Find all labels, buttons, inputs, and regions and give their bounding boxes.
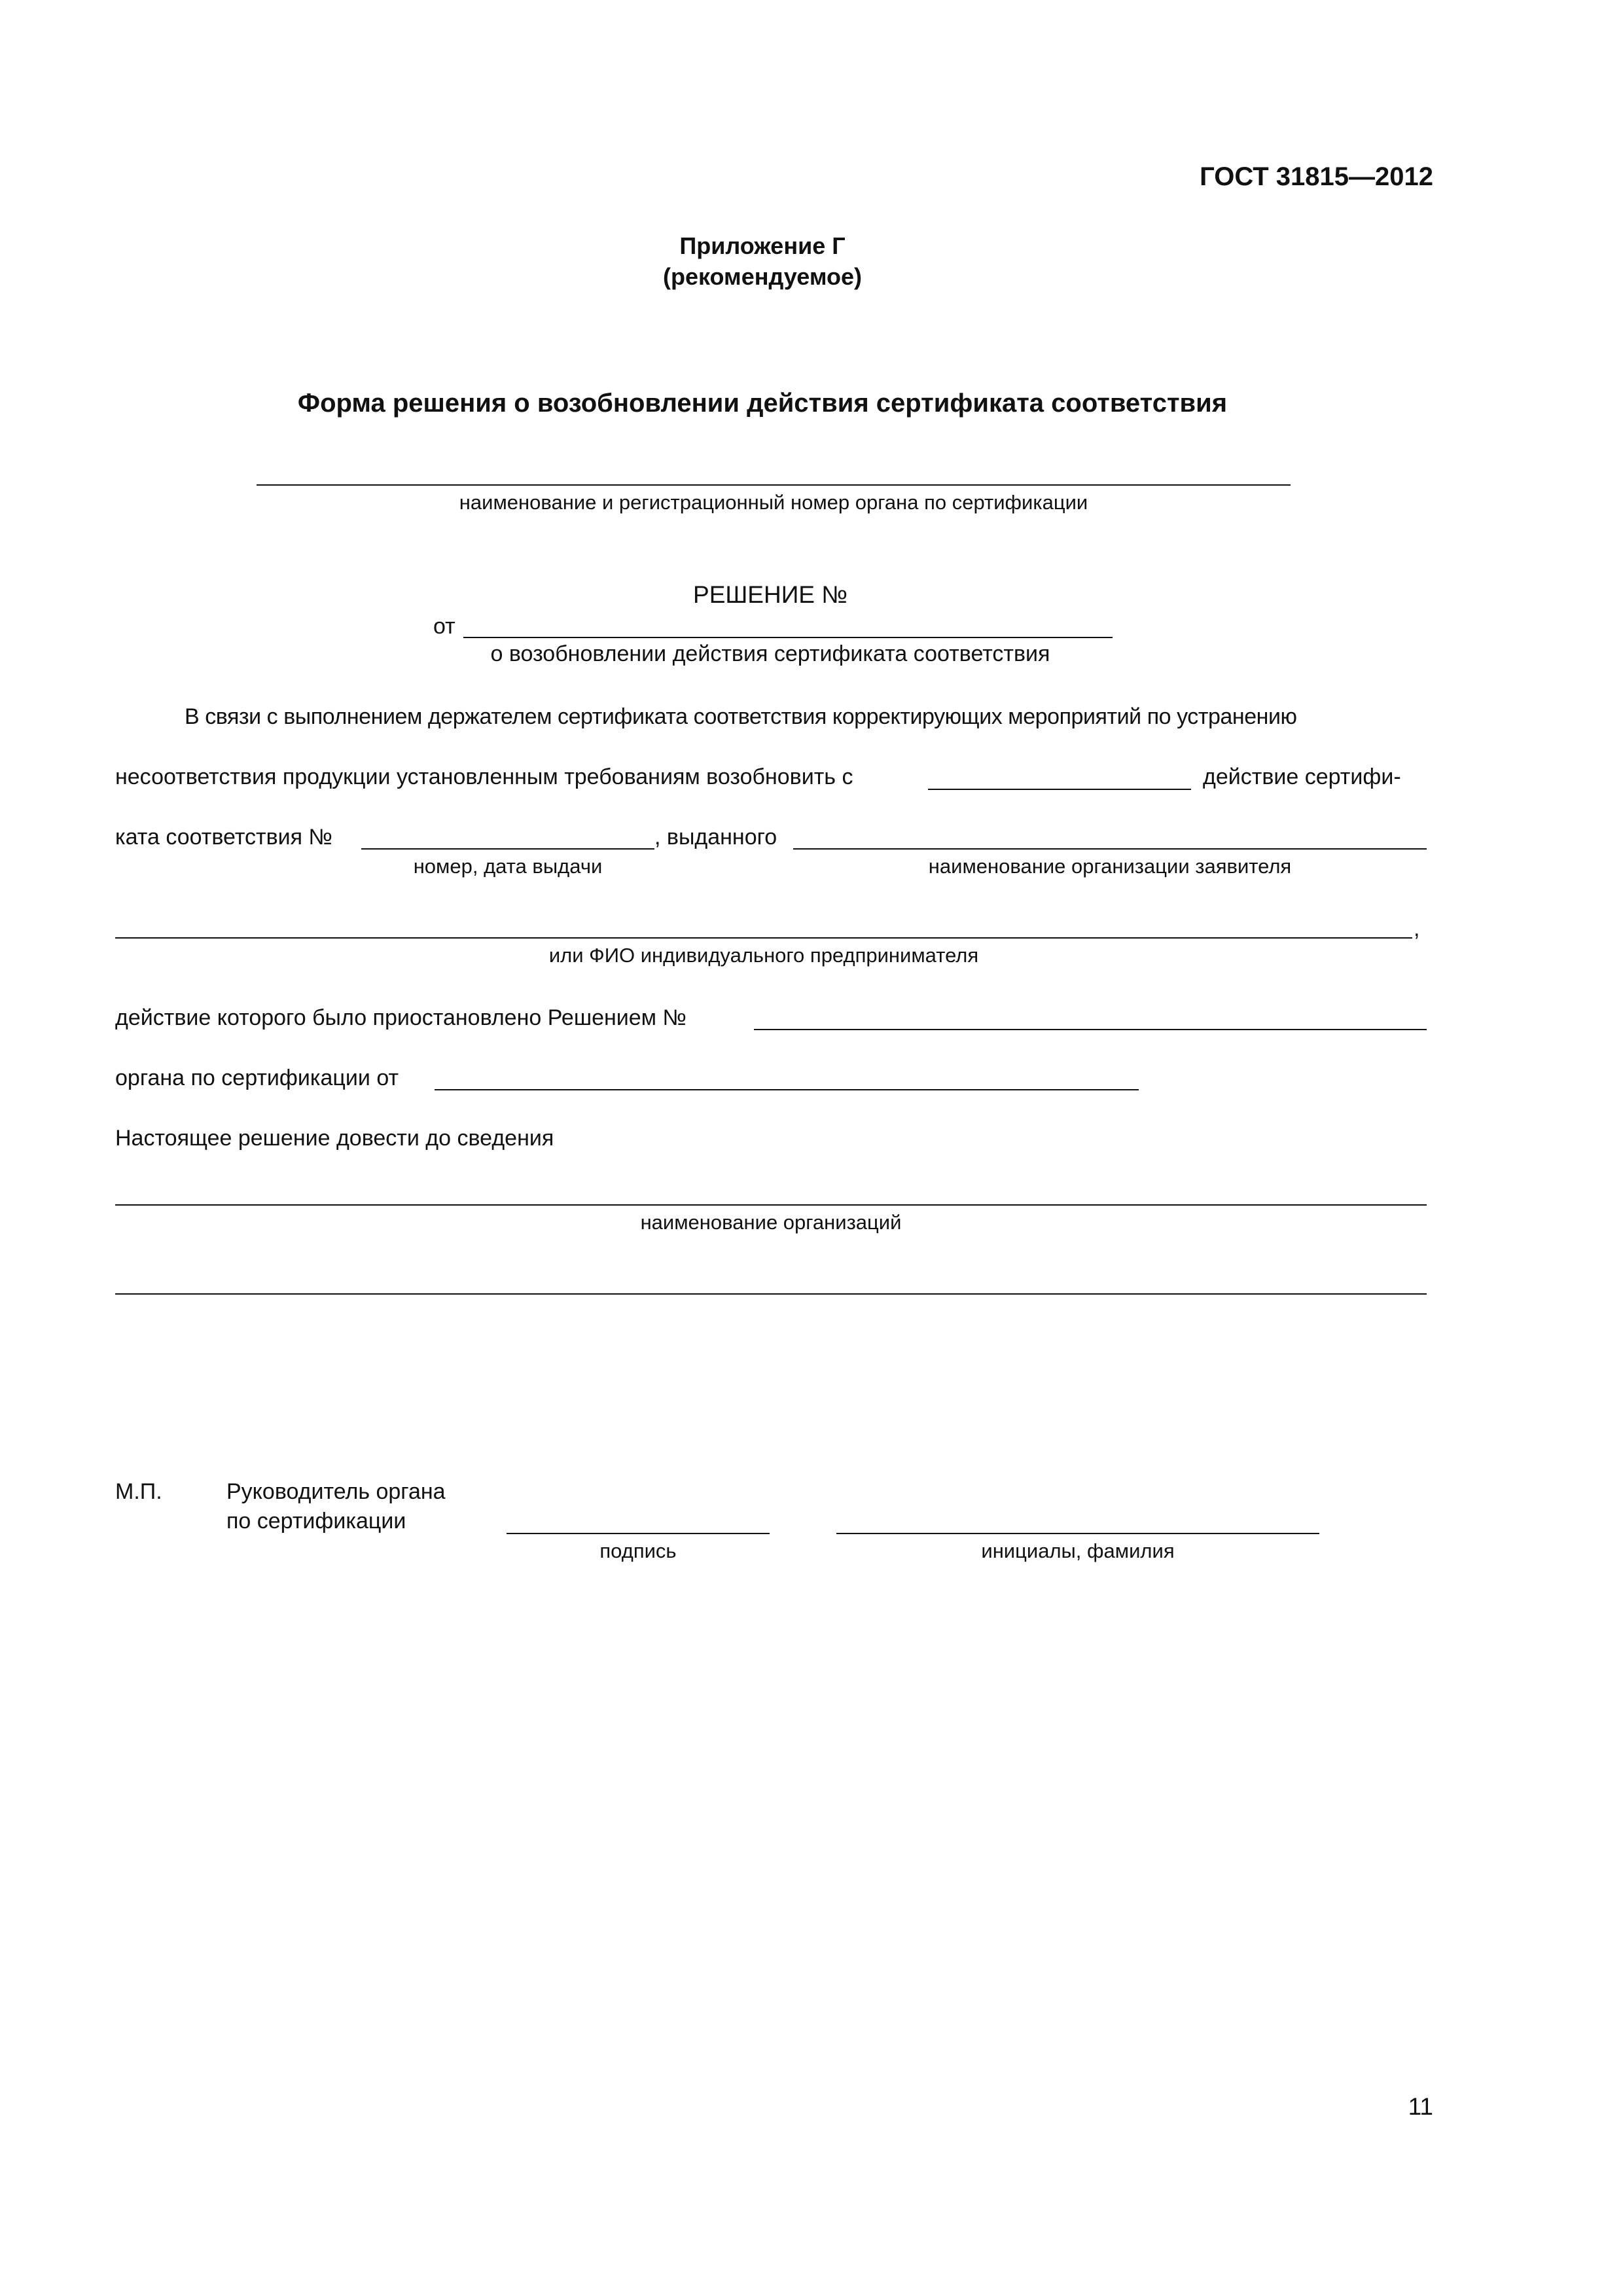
paragraph-line-3-start: ката соответствия № bbox=[115, 825, 332, 850]
form-title: Форма решения о возобновлении действия сертификата соответствия bbox=[297, 389, 1228, 418]
decision-heading: РЕШЕНИЕ № bbox=[693, 581, 847, 608]
paragraph-line-4-comma: , bbox=[1414, 916, 1420, 941]
signatory-name-caption: инициалы, фамилия bbox=[981, 1539, 1175, 1562]
entrepreneur-name-field[interactable] bbox=[115, 937, 1412, 939]
certification-body-caption: наименование и регистрационный номер органа по сертификации bbox=[459, 491, 1088, 514]
suspension-decision-date-field[interactable] bbox=[435, 1089, 1139, 1090]
paragraph-line-2-start: несоответствия продукции установленным требованиям возобновить с bbox=[115, 764, 853, 789]
signatory-role-line-1: Руководитель органа bbox=[226, 1479, 446, 1504]
organizations-caption: наименование организаций bbox=[640, 1211, 902, 1234]
standard-number: ГОСТ 31815—2012 bbox=[1200, 162, 1433, 191]
resume-date-field[interactable] bbox=[928, 789, 1191, 790]
page-number: 11 bbox=[1408, 2093, 1433, 2120]
signature-caption: подпись bbox=[599, 1539, 677, 1562]
decision-date-prefix: от bbox=[433, 614, 455, 639]
organizations-field-1[interactable] bbox=[115, 1204, 1427, 1206]
organizations-field-2[interactable] bbox=[115, 1293, 1427, 1295]
certification-body-field[interactable] bbox=[257, 484, 1291, 486]
applicant-name-field[interactable] bbox=[793, 848, 1427, 850]
stamp-label: М.П. bbox=[115, 1479, 162, 1504]
suspension-decision-number-field[interactable] bbox=[754, 1029, 1427, 1030]
signatory-name-field[interactable] bbox=[836, 1533, 1319, 1534]
entrepreneur-name-caption: или ФИО индивидуального предпринимателя bbox=[548, 944, 979, 967]
decision-subject: о возобновлении действия сертификата соответствия bbox=[490, 641, 1050, 666]
decision-date-field[interactable] bbox=[463, 637, 1113, 638]
paragraph-line-6: органа по сертификации от bbox=[115, 1066, 399, 1090]
appendix-type: (рекомендуемое) bbox=[663, 263, 862, 290]
signatory-role-line-2: по сертификации bbox=[226, 1509, 406, 1534]
paragraph-line-7: Настоящее решение довести до сведения bbox=[115, 1126, 554, 1151]
paragraph-line-3-mid: , выданного bbox=[654, 825, 777, 850]
certificate-number-caption: номер, дата выдачи bbox=[413, 855, 603, 878]
paragraph-line-5: действие которого было приостановлено Решением № bbox=[115, 1005, 687, 1030]
paragraph-line-2-end: действие сертифи- bbox=[1203, 764, 1401, 789]
applicant-name-caption: наименование организации заявителя bbox=[928, 855, 1292, 878]
paragraph-line-1: В связи с выполнением держателем сертификата соответствия корректирующих мероприятий по устранению bbox=[185, 704, 1297, 729]
certificate-number-field[interactable] bbox=[361, 848, 654, 850]
signature-field[interactable] bbox=[507, 1533, 770, 1534]
appendix-label: Приложение Г bbox=[679, 232, 846, 259]
